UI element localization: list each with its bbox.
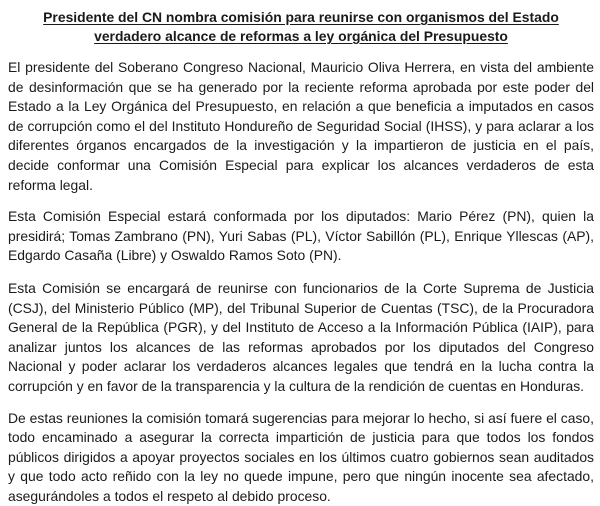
paragraph-outcomes: De estas reuniones la comisión tomará sugerencias para mejorar lo hecho, si así fuere el caso, todo encaminado a asegurar la correcta impartición de justicia para que todos los fondos públicos dirigidos a apoyar proyectos sociales en los últimos cuatro gobiernos sean auditados y que todo acto reñido con la ley no quede impune, pero que ningún inocente sea afectado, asegurándoles a todos el respeto al debido proceso. bbox=[8, 409, 594, 506]
document-title: Presidente del CN nombra comisión para reunirse con organismos del Estado verdadero alcance de reformas a ley orgánica del Presupuesto bbox=[8, 8, 594, 46]
paragraph-commission-tasks: Esta Comisión se encargará de reunirse con funcionarios de la Corte Suprema de Justicia (CSJ), del Ministerio Público (MP), del Tribunal Superior de Cuentas (TSC), de la Procuradora General de la República (PGR), y del Instituto de Acceso a la Información Pública (IAIP), para analizar juntos los alcances de las reformas aprobados por los diputados del Congreso Nacional y poder aclarar los verdaderos alcances legales que tendrá en la lucha contra la corrupción y en favor de la transparencia y la cultura de la rendición de cuentas en Honduras. bbox=[8, 279, 594, 397]
paragraph-intro: El presidente del Soberano Congreso Nacional, Mauricio Oliva Herrera, en vista del ambiente de desinformación que se ha generado por la reciente reforma aprobada por este poder del Estado a la Ley Orgánica del Presupuesto, en relación a que beneficia a imputados en casos de corrupción como el del Instituto Hondureño de Seguridad Social (IHSS), y para aclarar a los diferentes órganos encargados de la investigación y la impartieron de justicia en el país, decide conformar una Comisión Especial para explicar los alcances verdaderos de esta reforma legal. bbox=[8, 58, 594, 195]
paragraph-commission-members: Esta Comisión Especial estará conformada por los diputados: Mario Pérez (PN), quien la presidirá; Tomas Zambrano (PN), Yuri Sabas (PL), Víctor Sabillón (PL), Enrique Yllescas (AP), Edgardo Casaña (Libre) y Oswaldo Ramos Soto (PN). bbox=[8, 207, 594, 266]
